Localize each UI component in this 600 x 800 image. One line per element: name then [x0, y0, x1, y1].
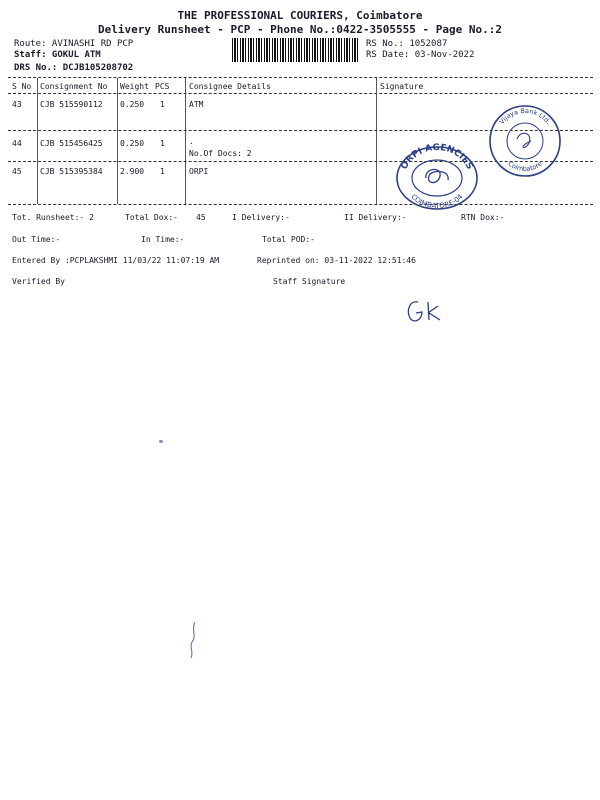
row-pcs: 1 [160, 100, 165, 109]
bank-stamp [487, 103, 563, 179]
row-weight: 0.250 [120, 100, 145, 109]
col-separator [117, 78, 118, 204]
col-separator [376, 78, 377, 204]
tot-runsheet: Tot. Runsheet:- 2 [12, 213, 94, 222]
col-pcs: PCS [155, 82, 170, 91]
handwritten-initials [402, 296, 444, 326]
ink-speck [159, 440, 163, 443]
col-consignment: Consignment No [40, 82, 108, 91]
barcode [232, 38, 358, 62]
svg-text:ORPI AGENCIES [400, 143, 475, 171]
row-consignment: CJB 515456425 [40, 139, 103, 148]
entered-by: Entered By :PCPLAKSHMI 11/03/22 11:07:19 AM [12, 256, 220, 265]
reprinted-on: Reprinted on: 03-11-2022 12:51:46 [257, 256, 416, 265]
col-separator [185, 78, 186, 204]
rtn-dox: RTN Dox:- [461, 213, 505, 222]
row-sno: 45 [12, 167, 22, 176]
bank-stamp-bottom-text: Coimbatore [506, 159, 544, 174]
orpi-stamp-bottom-text: COIMBATORE-04 [409, 192, 465, 210]
row-weight: 2.900 [120, 167, 145, 176]
company-title: THE PROFESSIONAL COURIERS, Coimbatore [177, 9, 423, 22]
col-signature: Signature [380, 82, 424, 91]
rs-number: RS No.: 1052087 [366, 39, 448, 49]
ii-delivery: II Delivery:- [344, 213, 407, 222]
rs-date: RS Date: 03-Nov-2022 [366, 50, 475, 60]
orpi-stamp [394, 140, 480, 210]
row-weight: 0.250 [120, 139, 145, 148]
row-details: ATM [189, 100, 204, 109]
col-consignee: Consignee Details [189, 82, 271, 91]
staff-text: Staff: GOKUL ATM [14, 50, 101, 60]
col-sno: S No [12, 82, 32, 91]
row-details: ORPI [189, 167, 209, 176]
total-dox-label: Total Dox:- [125, 213, 178, 222]
verified-by: Verified By [12, 277, 65, 286]
runsheet-subtitle: Delivery Runsheet - PCP - Phone No.:0422-3505555 - Page No.:2 [98, 23, 502, 36]
col-weight: Weight [120, 82, 149, 91]
out-time: Out Time:- [12, 235, 61, 244]
row-pcs: 1 [160, 167, 165, 176]
drs-number: DRS No.: DCJB105208702 [14, 63, 134, 73]
row-details: . [189, 137, 194, 146]
row-consignment: CJB 515590112 [40, 100, 103, 109]
table-bottom-rule [8, 204, 593, 205]
bank-stamp-top-text: Vijaya Bank Ltd. [497, 106, 553, 126]
row-consignment: CJB 515395384 [40, 167, 103, 176]
route-text: Route: AVINASHI RD PCP [14, 39, 134, 49]
svg-text:Coimbatore [506, 160, 543, 173]
orpi-stamp-top-text: ORPI AGENCIES [399, 142, 475, 172]
svg-text:COIMBATORE-04 [409, 192, 465, 210]
table-top-rule [8, 77, 593, 78]
staff-signature-label: Staff Signature [273, 277, 346, 286]
pen-mark [185, 620, 201, 660]
row-pcs: 1 [160, 139, 165, 148]
in-time: In Time:- [141, 235, 185, 244]
col-separator [37, 78, 38, 204]
total-pod: Total POD:- [262, 235, 315, 244]
row-sno: 44 [12, 139, 22, 148]
table-header-rule [8, 93, 593, 94]
i-delivery: I Delivery:- [232, 213, 290, 222]
row-doc-count: No.Of Docs: 2 [189, 149, 252, 158]
total-dox-value: 45 [196, 213, 206, 222]
row-sno: 43 [12, 100, 22, 109]
